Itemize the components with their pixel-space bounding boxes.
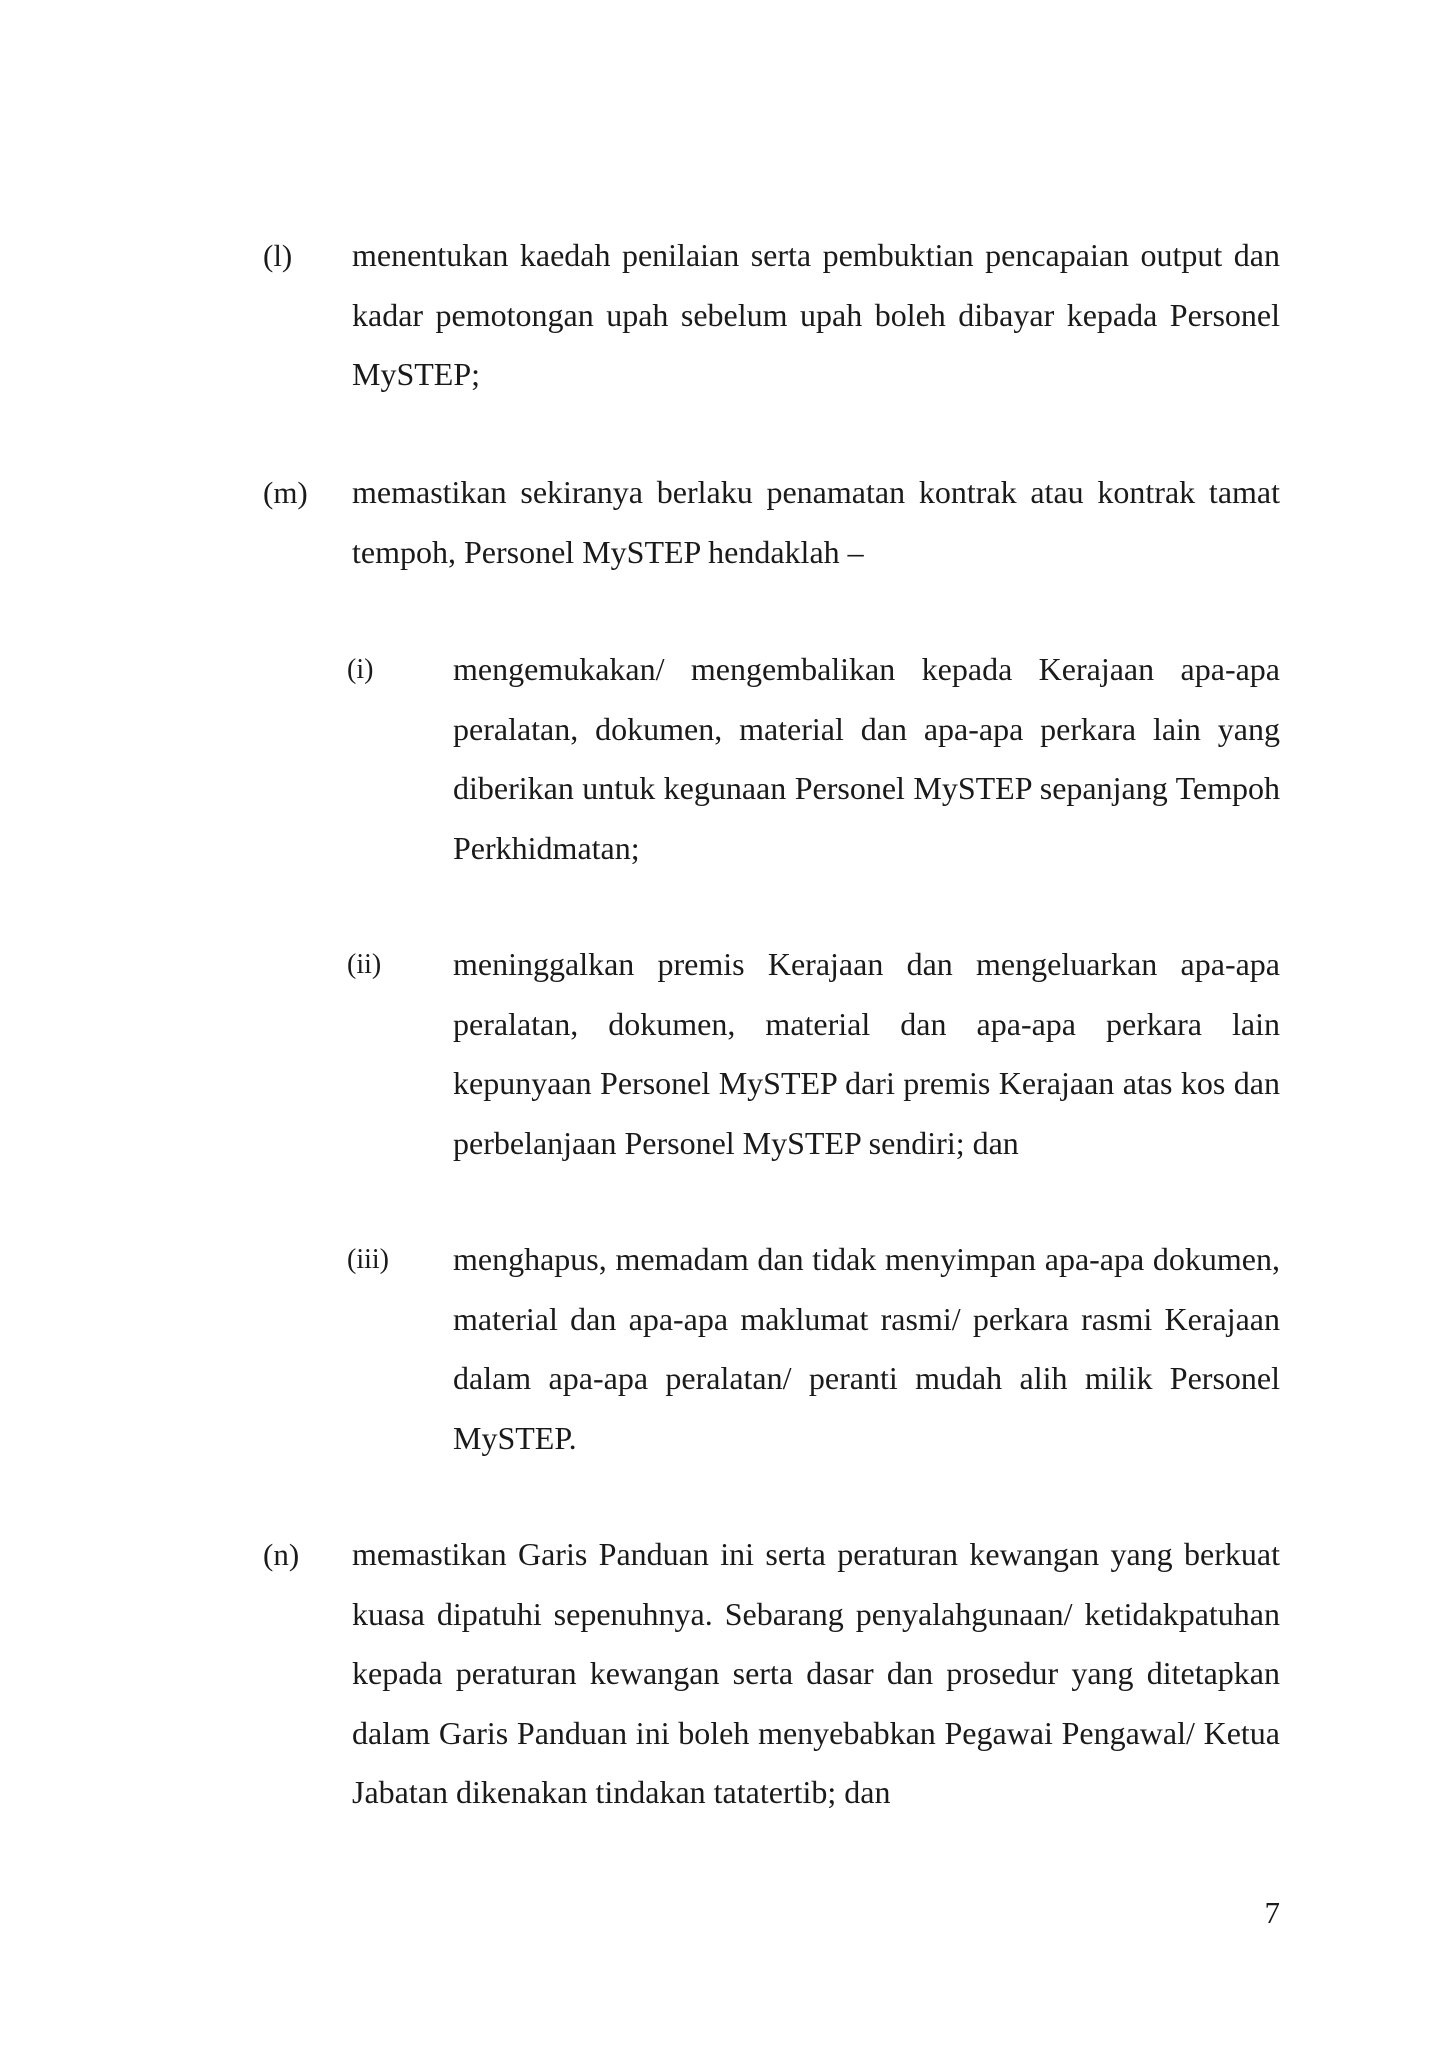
- clause-text: memastikan Garis Panduan ini serta peraturan kewangan yang berkuat kuasa dipatuhi sepenuhnya. Sebarang penyalahgunaan/ ketidakpatuhan kepada peraturan kewangan serta dasar dan prosedur yang ditetapkan dalam Garis Panduan ini boleh menyebabkan Pegawai Pengawal/ Ketua Jabatan dikenakan tindakan tatatertib; dan: [352, 1536, 1280, 1810]
- page-number: 7: [1264, 1895, 1280, 1930]
- subclause-marker: (ii): [347, 949, 382, 980]
- clause-marker: (m): [263, 475, 308, 510]
- subclause-marker: (i): [347, 654, 374, 685]
- subclause-text: menghapus, memadam dan tidak menyimpan apa-apa dokumen, material dan apa-apa maklumat rasmi/ perkara rasmi Kerajaan dalam apa-apa peralatan/ peranti mudah alih milik Personel MySTEP.: [453, 1241, 1280, 1456]
- clause-text: memastikan sekiranya berlaku penamatan kontrak atau kontrak tamat tempoh, Personel MySTEP hendaklah –: [352, 474, 1280, 570]
- subclause-marker: (iii): [347, 1244, 389, 1275]
- subclause-text: mengemukakan/ mengembalikan kepada Kerajaan apa-apa peralatan, dokumen, material dan apa-apa perkara lain yang diberikan untuk kegunaan Personel MySTEP sepanjang Tempoh Perkhidmatan;: [453, 651, 1280, 866]
- clause-marker: (n): [263, 1537, 300, 1572]
- clause-text: menentukan kaedah penilaian serta pembuktian pencapaian output dan kadar pemotongan upah sebelum upah boleh dibayar kepada Personel MySTEP;: [352, 237, 1280, 392]
- clause-marker: (l): [263, 238, 293, 273]
- subclause-text: meninggalkan premis Kerajaan dan mengeluarkan apa-apa peralatan, dokumen, material dan apa-apa perkara lain kepunyaan Personel MySTEP dari premis Kerajaan atas kos dan perbelanjaan Personel MySTEP sendiri; dan: [453, 946, 1280, 1161]
